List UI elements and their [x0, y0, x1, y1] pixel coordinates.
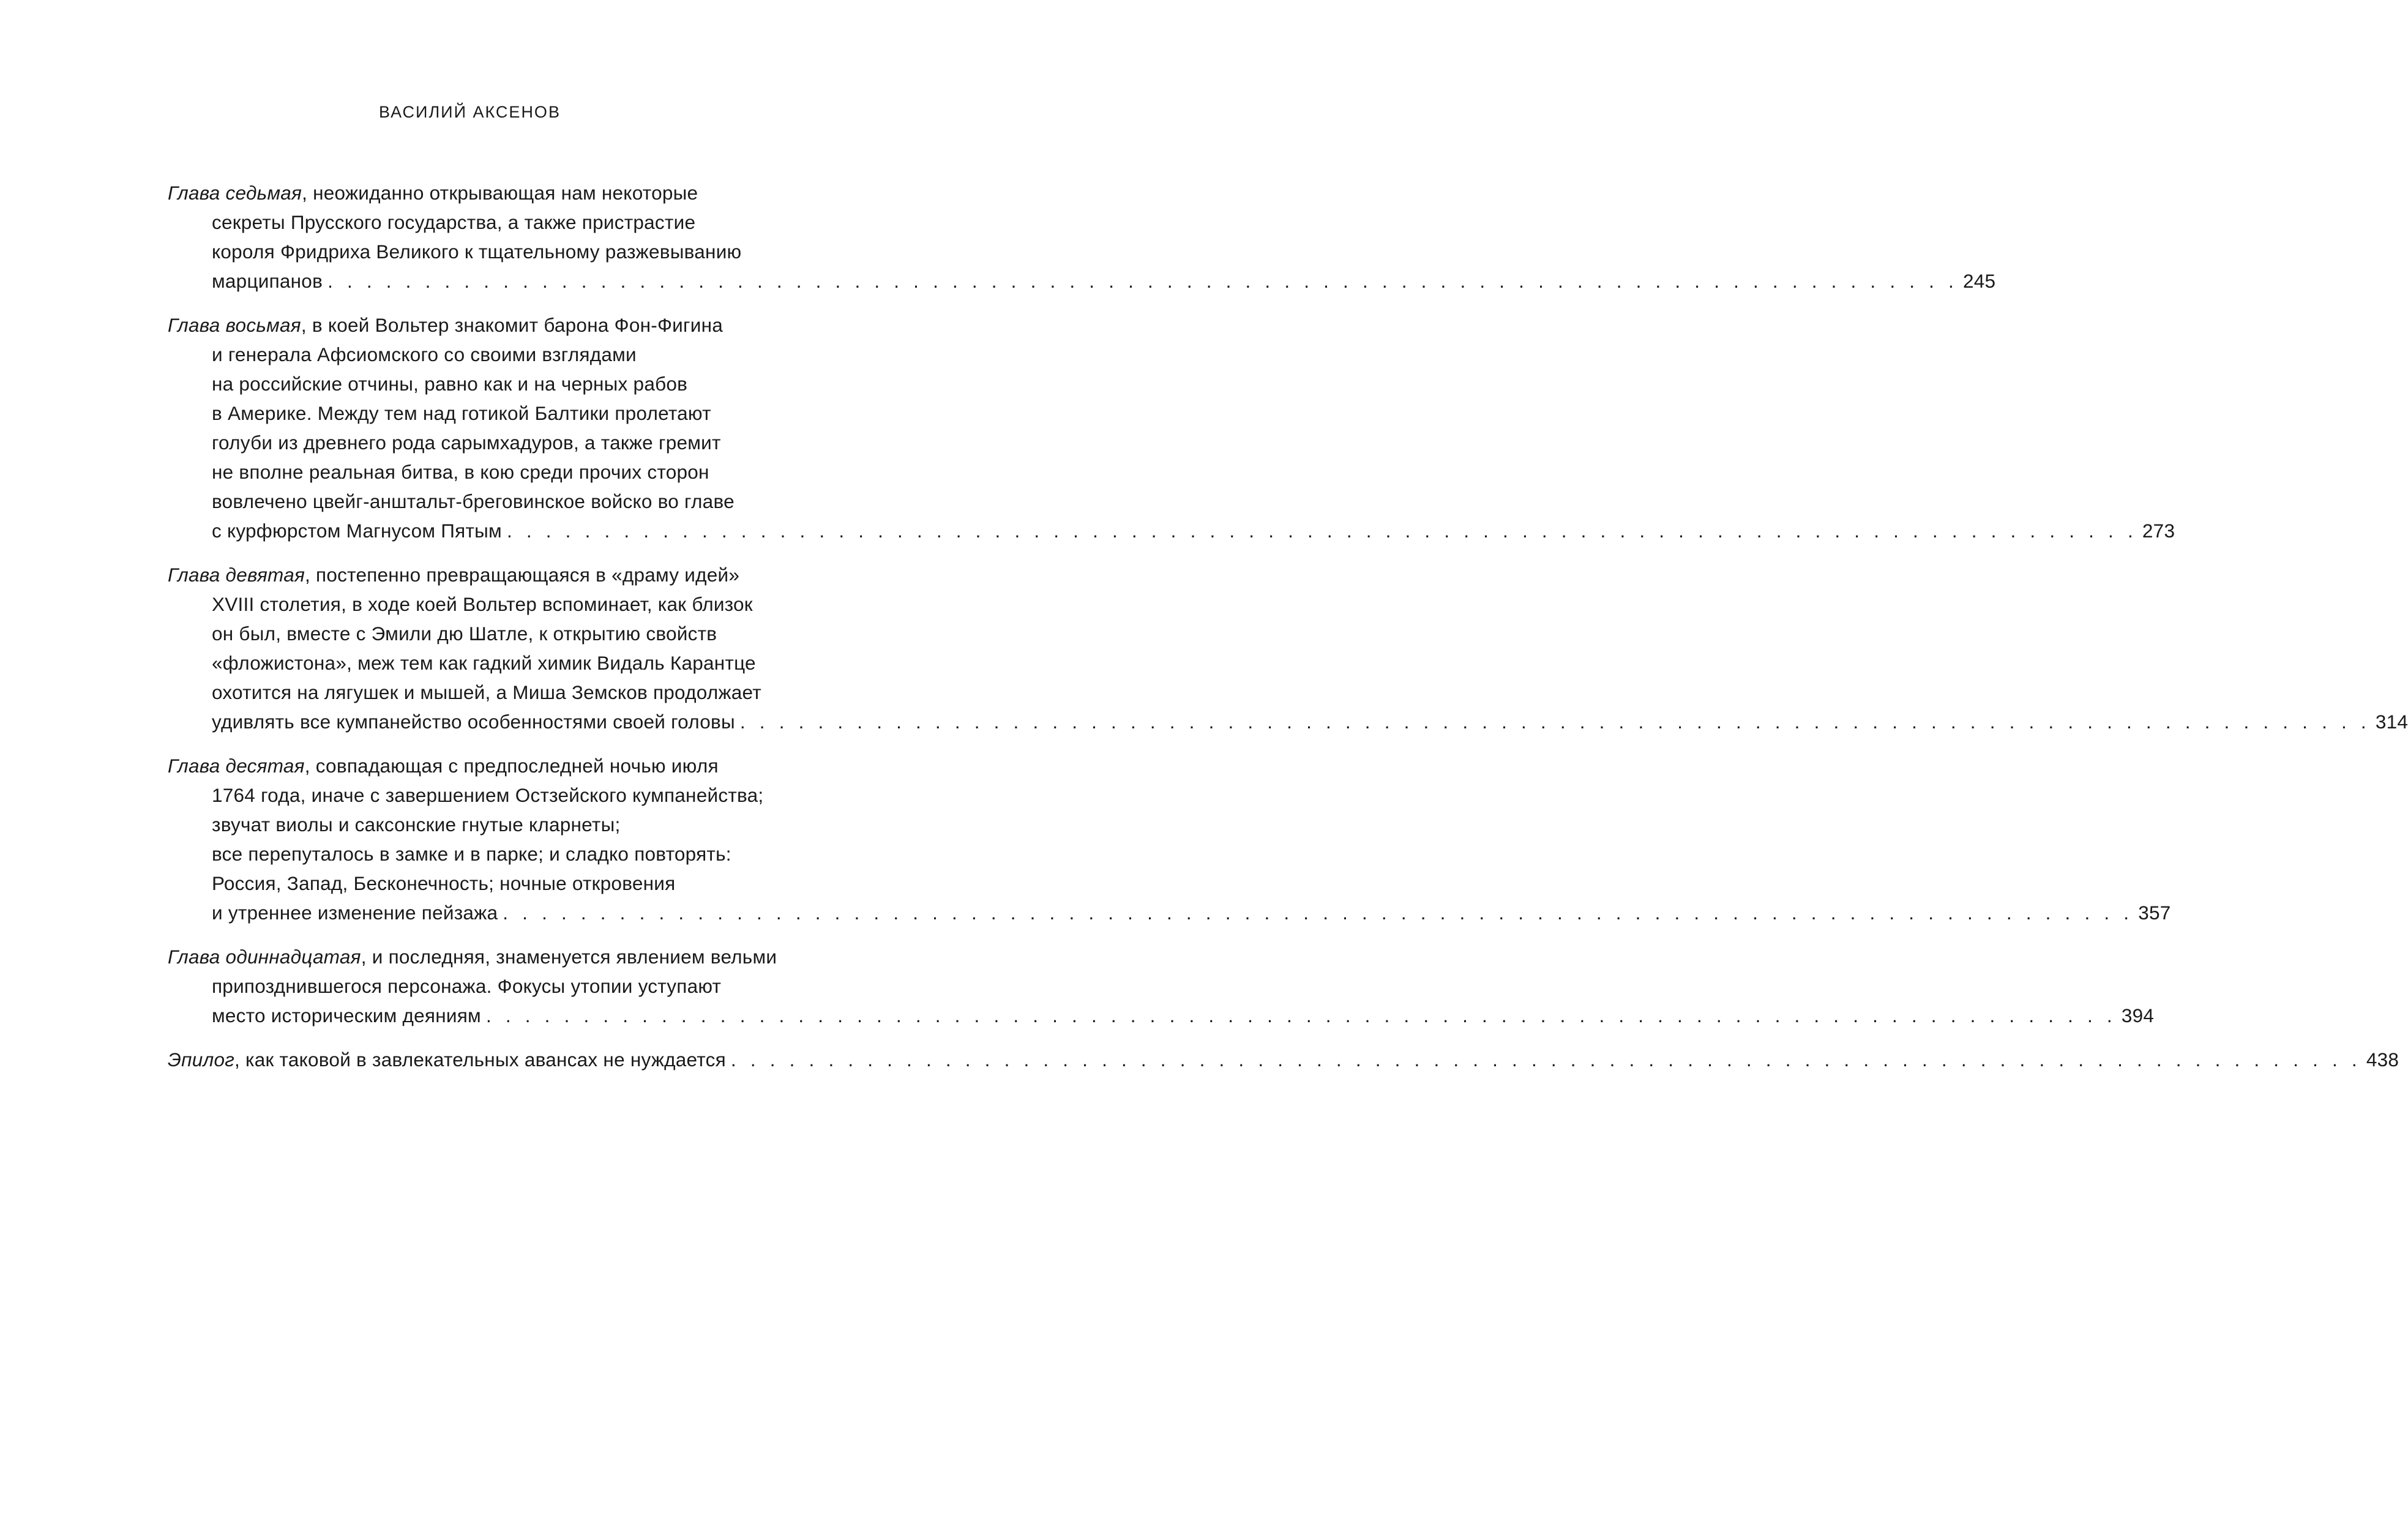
page-number: 245	[1963, 270, 1996, 292]
toc-entry-chapter-10	[168, 751, 2171, 927]
toc-entry-last-line	[168, 516, 2175, 545]
toc-entry-line: 1764 года, иначе с завершением Остзейского кумпанейства;	[212, 784, 764, 806]
page-number: 314	[2375, 711, 2408, 733]
dot-leader: . . . . . . . . . . . . . . . . . . . . . . . . . . . . . . . . . . . . . . . . . . . . . . . . . . . . . . . . . . . . . . . . . . . . . . . . . . . . . . . . . . . .	[730, 1049, 2361, 1071]
chapter-description: , неожиданно открывающая нам некоторые	[302, 182, 698, 204]
chapter-description: , как таковой в завлекательных авансах не нуждается	[234, 1049, 726, 1071]
page-number: 394	[2121, 1004, 2155, 1026]
chapter-label: Глава одиннадцатая	[168, 946, 361, 968]
toc-entry-first-line	[168, 178, 841, 208]
toc-entry-line: короля Фридриха Великого к тщательному разжевыванию	[212, 241, 742, 263]
page-number: 357	[2138, 902, 2171, 924]
toc-entry-line: в Америке. Между тем над готикой Балтики пролетают	[212, 402, 711, 424]
dot-leader: . . . . . . . . . . . . . . . . . . . . . . . . . . . . . . . . . . . . . . . . . . . . . . . . . . . . . . . . . . . . . . . . . . . . . . . . . . . . . . . . . . . .	[503, 902, 2134, 924]
toc-entry-line: все перепуталось в замке и в парке; и сладко повторять:	[212, 843, 731, 865]
table-of-contents	[168, 178, 2408, 1074]
toc-entry-line: припозднившегося персонажа. Фокусы утопии уступают	[212, 975, 722, 997]
toc-entry-first-line	[168, 310, 841, 340]
page-number: 438	[2366, 1049, 2399, 1071]
toc-entry-line: вовлечено цвейг-анштальт-бреговинское войско во главе	[212, 490, 735, 512]
chapter-description: , постепенно превращающаяся в «драму идей»	[305, 564, 740, 586]
chapter-label: Эпилог	[168, 1049, 235, 1071]
toc-entry-line: он был, вместе с Эмили дю Шатле, к открытию свойств	[212, 623, 717, 645]
page-number: 273	[2142, 520, 2175, 542]
chapter-description-end: марципанов	[212, 270, 323, 292]
chapter-description: , совпадающая с предпоследней ночью июля	[304, 755, 719, 777]
dot-leader: . . . . . . . . . . . . . . . . . . . . . . . . . . . . . . . . . . . . . . . . . . . . . . . . . . . . . . . . . . . . . . . . . . . . . . . . . . . . . . . . . . . .	[506, 520, 2137, 542]
chapter-description: , и последняя, знаменуется явлением вельми	[361, 946, 777, 968]
toc-entry-line: звучат виолы и саксонские гнутые кларнеты;	[212, 813, 621, 836]
running-head: ВАСИЛИЙ АКСЕНОВ	[379, 103, 561, 121]
toc-entry-line: и генерала Афсиомского со своими взглядами	[212, 343, 637, 365]
toc-entry-line: Россия, Запад, Бесконечность; ночные откровения	[212, 872, 676, 894]
toc-entry-last-line	[168, 1001, 2155, 1030]
toc-entry-last-line	[168, 898, 2171, 927]
chapter-description: , в коей Вольтер знакомит барона Фон-Фигина	[301, 314, 724, 336]
dot-leader: . . . . . . . . . . . . . . . . . . . . . . . . . . . . . . . . . . . . . . . . . . . . . . . . . . . . . . . . . . . . . . . . . . . . . . . . . . . . . . . . . . . .	[327, 270, 1958, 292]
chapter-description-end: с курфюрстом Магнусом Пятым	[212, 520, 502, 542]
toc-entry-line: не вполне реальная битва, в кою среди прочих сторон	[212, 461, 709, 483]
chapter-label: Глава десятая	[168, 755, 305, 777]
toc-entry-line: охотится на лягушек и мышей, а Миша Земсков продолжает	[212, 681, 761, 703]
toc-entry-chapter-11	[168, 942, 2155, 1030]
toc-entry-line: на российские отчины, равно как и на черных рабов	[212, 373, 688, 395]
dot-leader: . . . . . . . . . . . . . . . . . . . . . . . . . . . . . . . . . . . . . . . . . . . . . . . . . . . . . . . . . . . . . . . . . . . . . . . . . . . . . . . . . . . .	[739, 711, 2371, 733]
toc-entry-epilogue	[168, 1045, 2399, 1074]
toc-entry-last-line	[168, 266, 1996, 296]
toc-entry-chapter-7	[168, 178, 1996, 296]
toc-entry-line: голуби из древнего рода сарымхадуров, а также гремит	[212, 432, 721, 454]
chapter-label: Глава седьмая	[168, 182, 302, 204]
toc-entry-last-line	[168, 707, 2408, 736]
toc-entry-chapter-9	[168, 560, 2408, 736]
chapter-description-end: удивлять все кумпанейство особенностями своей головы	[212, 711, 735, 733]
chapter-description-end: место историческим деяниям	[212, 1004, 481, 1026]
toc-entry-line: «фложистона», меж тем как гадкий химик Видаль Карантце	[212, 652, 756, 674]
toc-entry-chapter-8	[168, 310, 2175, 545]
chapter-label: Глава восьмая	[168, 314, 301, 336]
toc-entry-line: XVIII столетия, в ходе коей Вольтер вспоминает, как близок	[212, 593, 753, 615]
toc-entry-line: секреты Прусского государства, а также пристрастие	[212, 211, 696, 233]
chapter-label: Глава девятая	[168, 564, 305, 586]
dot-leader: . . . . . . . . . . . . . . . . . . . . . . . . . . . . . . . . . . . . . . . . . . . . . . . . . . . . . . . . . . . . . . . . . . . . . . . . . . . . . . . . . . . .	[485, 1004, 2117, 1026]
toc-entry-first-line	[168, 942, 841, 971]
toc-entry-first-line	[168, 560, 841, 589]
chapter-description-end: и утреннее изменение пейзажа	[212, 902, 498, 924]
toc-entry-first-line	[168, 751, 841, 780]
toc-entry-last-line	[168, 1045, 2399, 1074]
